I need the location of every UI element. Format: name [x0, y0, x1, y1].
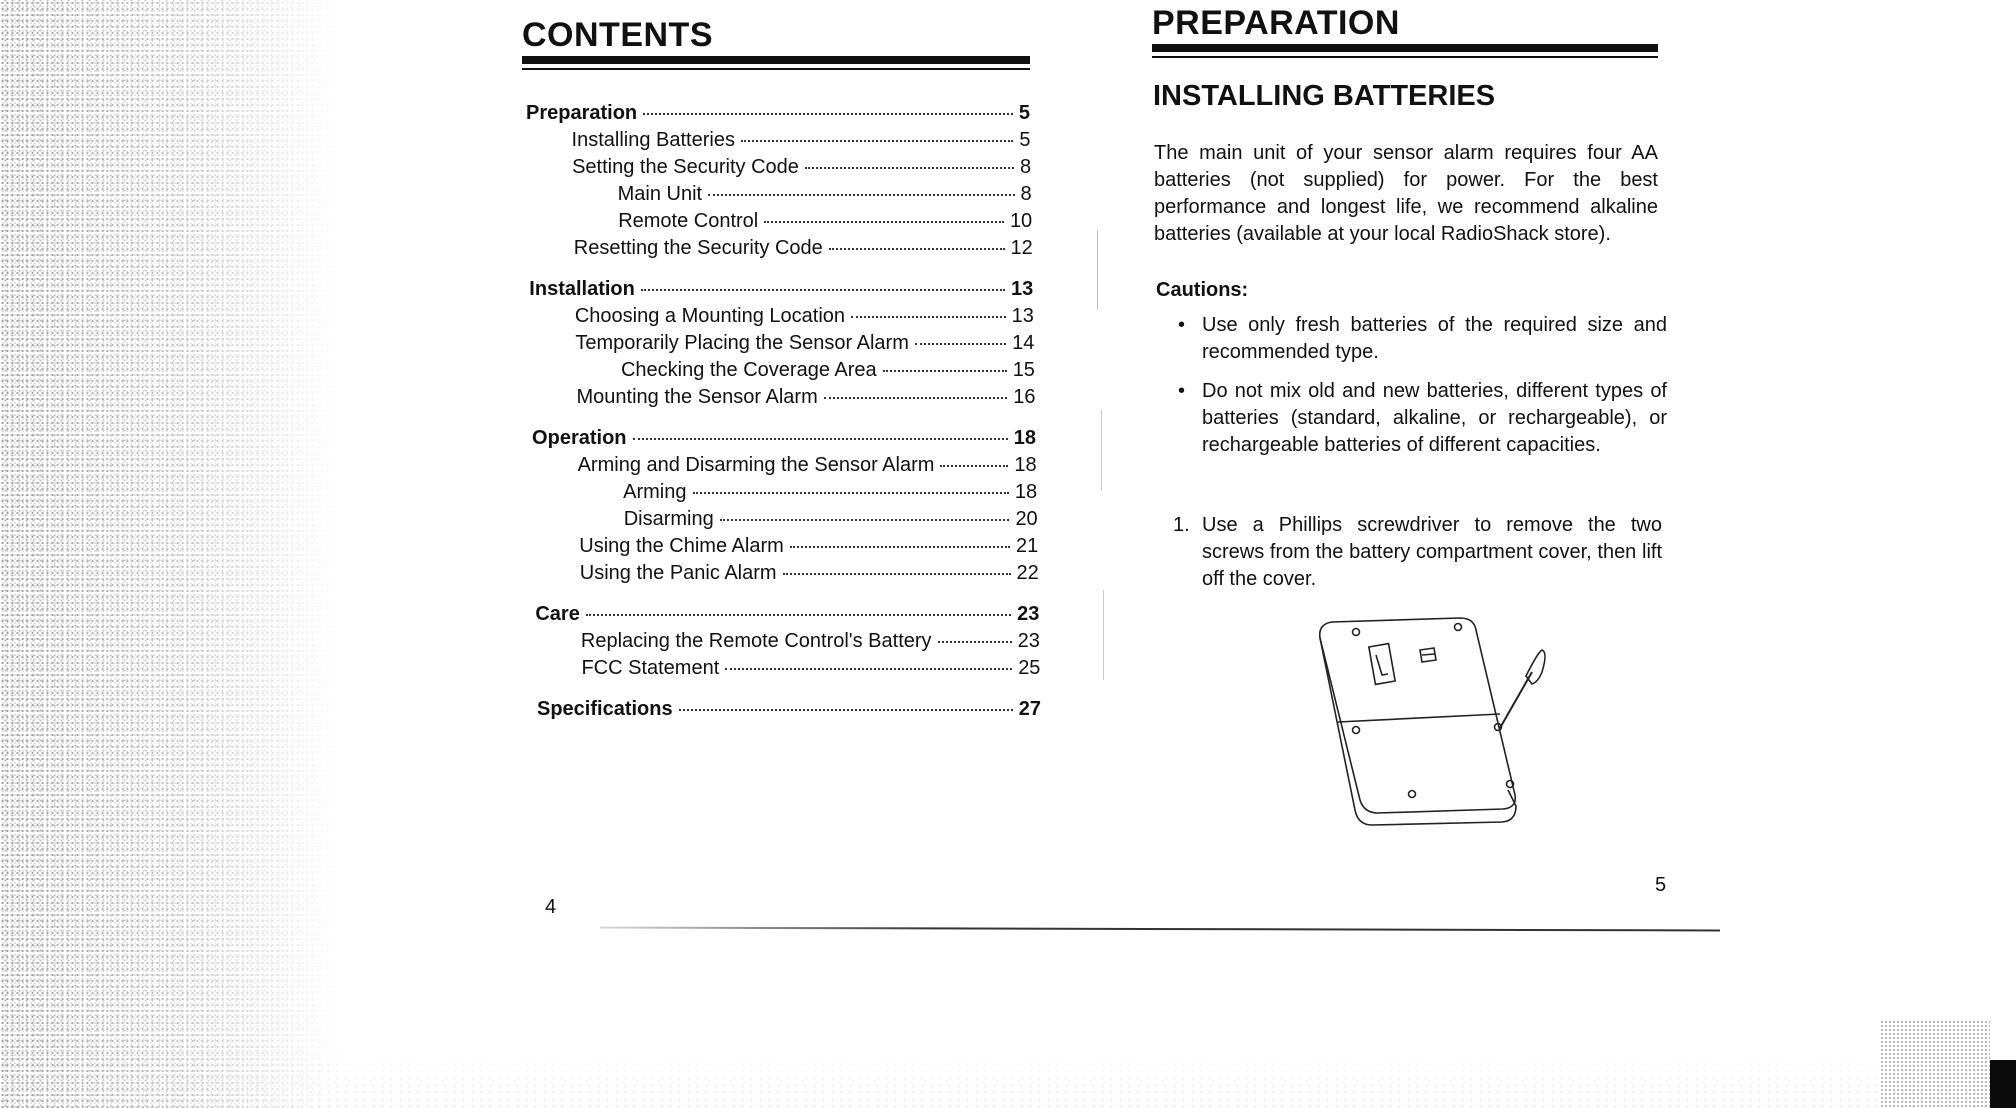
cautions-label: Cautions: — [1156, 279, 1249, 301]
toc-label: Replacing the Remote Control's Battery — [580, 630, 932, 652]
toc-leader-dots — [633, 438, 1008, 440]
right-page-number: 5 — [1655, 874, 1667, 896]
toc-page-number: 8 — [1020, 183, 1032, 205]
preparation-title: PREPARATION — [1152, 4, 1400, 42]
toc-page-number: 15 — [1012, 359, 1035, 381]
toc-page-number: 23 — [1017, 630, 1040, 652]
toc-leader-dots — [790, 546, 1010, 548]
contents-title-rule-thick — [522, 56, 1030, 64]
toc-page-number: 5 — [1018, 102, 1030, 124]
toc-page-number: 22 — [1016, 562, 1039, 584]
toc-leader-dots — [643, 113, 1013, 115]
toc-leader-dots — [693, 492, 1009, 494]
preparation-title-rule-thick — [1152, 44, 1658, 52]
toc-leader-dots — [915, 343, 1006, 345]
toc-entry — [618, 210, 1032, 233]
preparation-title-rule-thin — [1152, 56, 1658, 58]
toc-entry — [575, 305, 1034, 328]
scan-noise-corner — [1880, 1020, 1990, 1108]
switch-slot — [1369, 644, 1395, 685]
toc-page-number: 13 — [1011, 278, 1034, 300]
fold-mark — [1101, 410, 1102, 490]
toc-entry — [574, 237, 1033, 260]
toc-label: Installation — [529, 278, 635, 300]
toc-page-number: 18 — [1014, 454, 1037, 476]
contents-title-rule-thin — [522, 68, 1030, 70]
toc-entry — [624, 508, 1038, 531]
intro-paragraph: The main unit of your sensor alarm requires four AA batteries (not supplied) for power. For the best performance and longest life, we recommend alkaline batteries (available at your local RadioShack store). — [1154, 142, 1658, 245]
scan-noise-left — [0, 0, 340, 1108]
toc-leader-dots — [720, 519, 1010, 521]
toc-label: Installing Batteries — [571, 129, 735, 151]
toc-label: Preparation — [526, 102, 638, 124]
toc-page-number: 21 — [1016, 535, 1039, 557]
toc-entry — [623, 481, 1037, 504]
toc-page-number: 16 — [1013, 386, 1036, 408]
toc-label: Setting the Security Code — [572, 156, 799, 178]
toc-entry — [578, 454, 1037, 477]
screwdriver-handle — [1526, 650, 1545, 684]
toc-leader-dots — [851, 316, 1006, 318]
toc-section — [535, 603, 1039, 626]
scan-noise-bottom — [0, 1040, 2016, 1108]
toc-label: Operation — [532, 427, 627, 449]
page-bottom-rule — [600, 927, 1720, 932]
toc-page-number: 18 — [1014, 481, 1038, 503]
toc-page-number: 25 — [1018, 657, 1041, 679]
toc-leader-dots — [829, 248, 1005, 250]
toc-entry — [581, 630, 1040, 653]
toc-entry — [621, 359, 1035, 382]
screwdriver-shaft — [1500, 672, 1532, 728]
toc-page-number: 10 — [1009, 210, 1033, 232]
toc-leader-dots — [741, 140, 1013, 142]
cover-seam — [1338, 714, 1500, 722]
toc-page-number: 18 — [1013, 427, 1037, 449]
toc-leader-dots — [940, 465, 1008, 467]
toc-leader-dots — [824, 397, 1008, 399]
toc-section — [526, 102, 1030, 125]
battery-cover-illustration — [1310, 610, 1560, 835]
toc-page-number: 20 — [1015, 508, 1038, 530]
toc-leader-dots — [725, 668, 1012, 670]
toc-entry — [575, 332, 1034, 355]
screw-hole — [1455, 624, 1462, 631]
toc-leader-dots — [783, 573, 1011, 575]
screw-hole — [1409, 791, 1416, 798]
toc-label: Disarming — [623, 508, 714, 530]
toc-label: Using the Chime Alarm — [579, 535, 784, 557]
fold-mark — [1097, 230, 1098, 310]
toc-leader-dots — [938, 641, 1012, 643]
toc-page-number: 23 — [1017, 603, 1040, 625]
toc-page-number: 5 — [1019, 129, 1031, 151]
scan-edge-mark — [1990, 1060, 2016, 1108]
toc-label: Temporarily Placing the Sensor Alarm — [575, 332, 909, 354]
toc-label: Checking the Coverage Area — [620, 359, 877, 381]
screw-hole — [1353, 629, 1360, 636]
toc-entry — [572, 156, 1031, 179]
toc-leader-dots — [679, 709, 1013, 711]
toc-leader-dots — [883, 370, 1007, 372]
step-item: 1. Use a Phillips screwdriver to remove the two screws from the battery compartment cover, then lift off the cover. — [1173, 514, 1662, 590]
toc-entry — [580, 562, 1039, 585]
toc-label: Remote Control — [618, 210, 759, 232]
bullet-icon: • — [1178, 380, 1186, 402]
toc-leader-dots — [708, 194, 1014, 196]
toc-page-number: 13 — [1011, 305, 1034, 327]
toc-page-number: 12 — [1010, 237, 1033, 259]
section-title: INSTALLING BATTERIES — [1153, 80, 1496, 112]
toc-leader-dots — [586, 614, 1011, 616]
toc-leader-dots — [764, 221, 1004, 223]
toc-leader-dots — [805, 167, 1014, 169]
toc-label: Using the Panic Alarm — [579, 562, 777, 584]
toc-page-number: 27 — [1018, 698, 1041, 720]
toc-entry — [618, 183, 1032, 206]
toc-entry — [579, 535, 1038, 558]
toc-label: Arming and Disarming the Sensor Alarm — [577, 454, 935, 476]
toc-label: FCC Statement — [581, 657, 720, 679]
toc-section — [532, 427, 1036, 450]
device-body-outline — [1320, 638, 1516, 825]
contents-title: CONTENTS — [522, 16, 713, 54]
toc-label: Arming — [623, 481, 687, 503]
toc-entry — [581, 657, 1040, 680]
toc-leader-dots — [641, 289, 1005, 291]
bullet-icon: • — [1178, 314, 1186, 336]
toc-label: Resetting the Security Code — [573, 237, 823, 259]
left-page-number: 4 — [545, 896, 557, 918]
screw-hole — [1353, 727, 1360, 734]
caution-item: • Do not mix old and new batteries, different types of batteries (standard, alkaline, or rechargeable), or rechargeable batteries of different capacities. — [1178, 380, 1667, 456]
toc-page-number: 14 — [1012, 332, 1035, 354]
toc-label: Care — [535, 603, 580, 625]
fold-mark — [1103, 590, 1104, 680]
indicator-icon — [1420, 648, 1436, 662]
toc-label: Specifications — [537, 698, 673, 720]
toc-label: Mounting the Sensor Alarm — [576, 386, 818, 408]
toc-label: Main Unit — [617, 183, 703, 205]
toc-entry — [577, 386, 1036, 409]
switch-lever — [1376, 655, 1388, 675]
toc-section — [529, 278, 1033, 301]
toc-section — [537, 698, 1041, 721]
toc-entry — [572, 129, 1031, 152]
toc-label: Choosing a Mounting Location — [574, 305, 846, 327]
caution-item: • Use only fresh batteries of the required size and recommended type. — [1178, 314, 1667, 363]
toc-page-number: 8 — [1019, 156, 1032, 178]
